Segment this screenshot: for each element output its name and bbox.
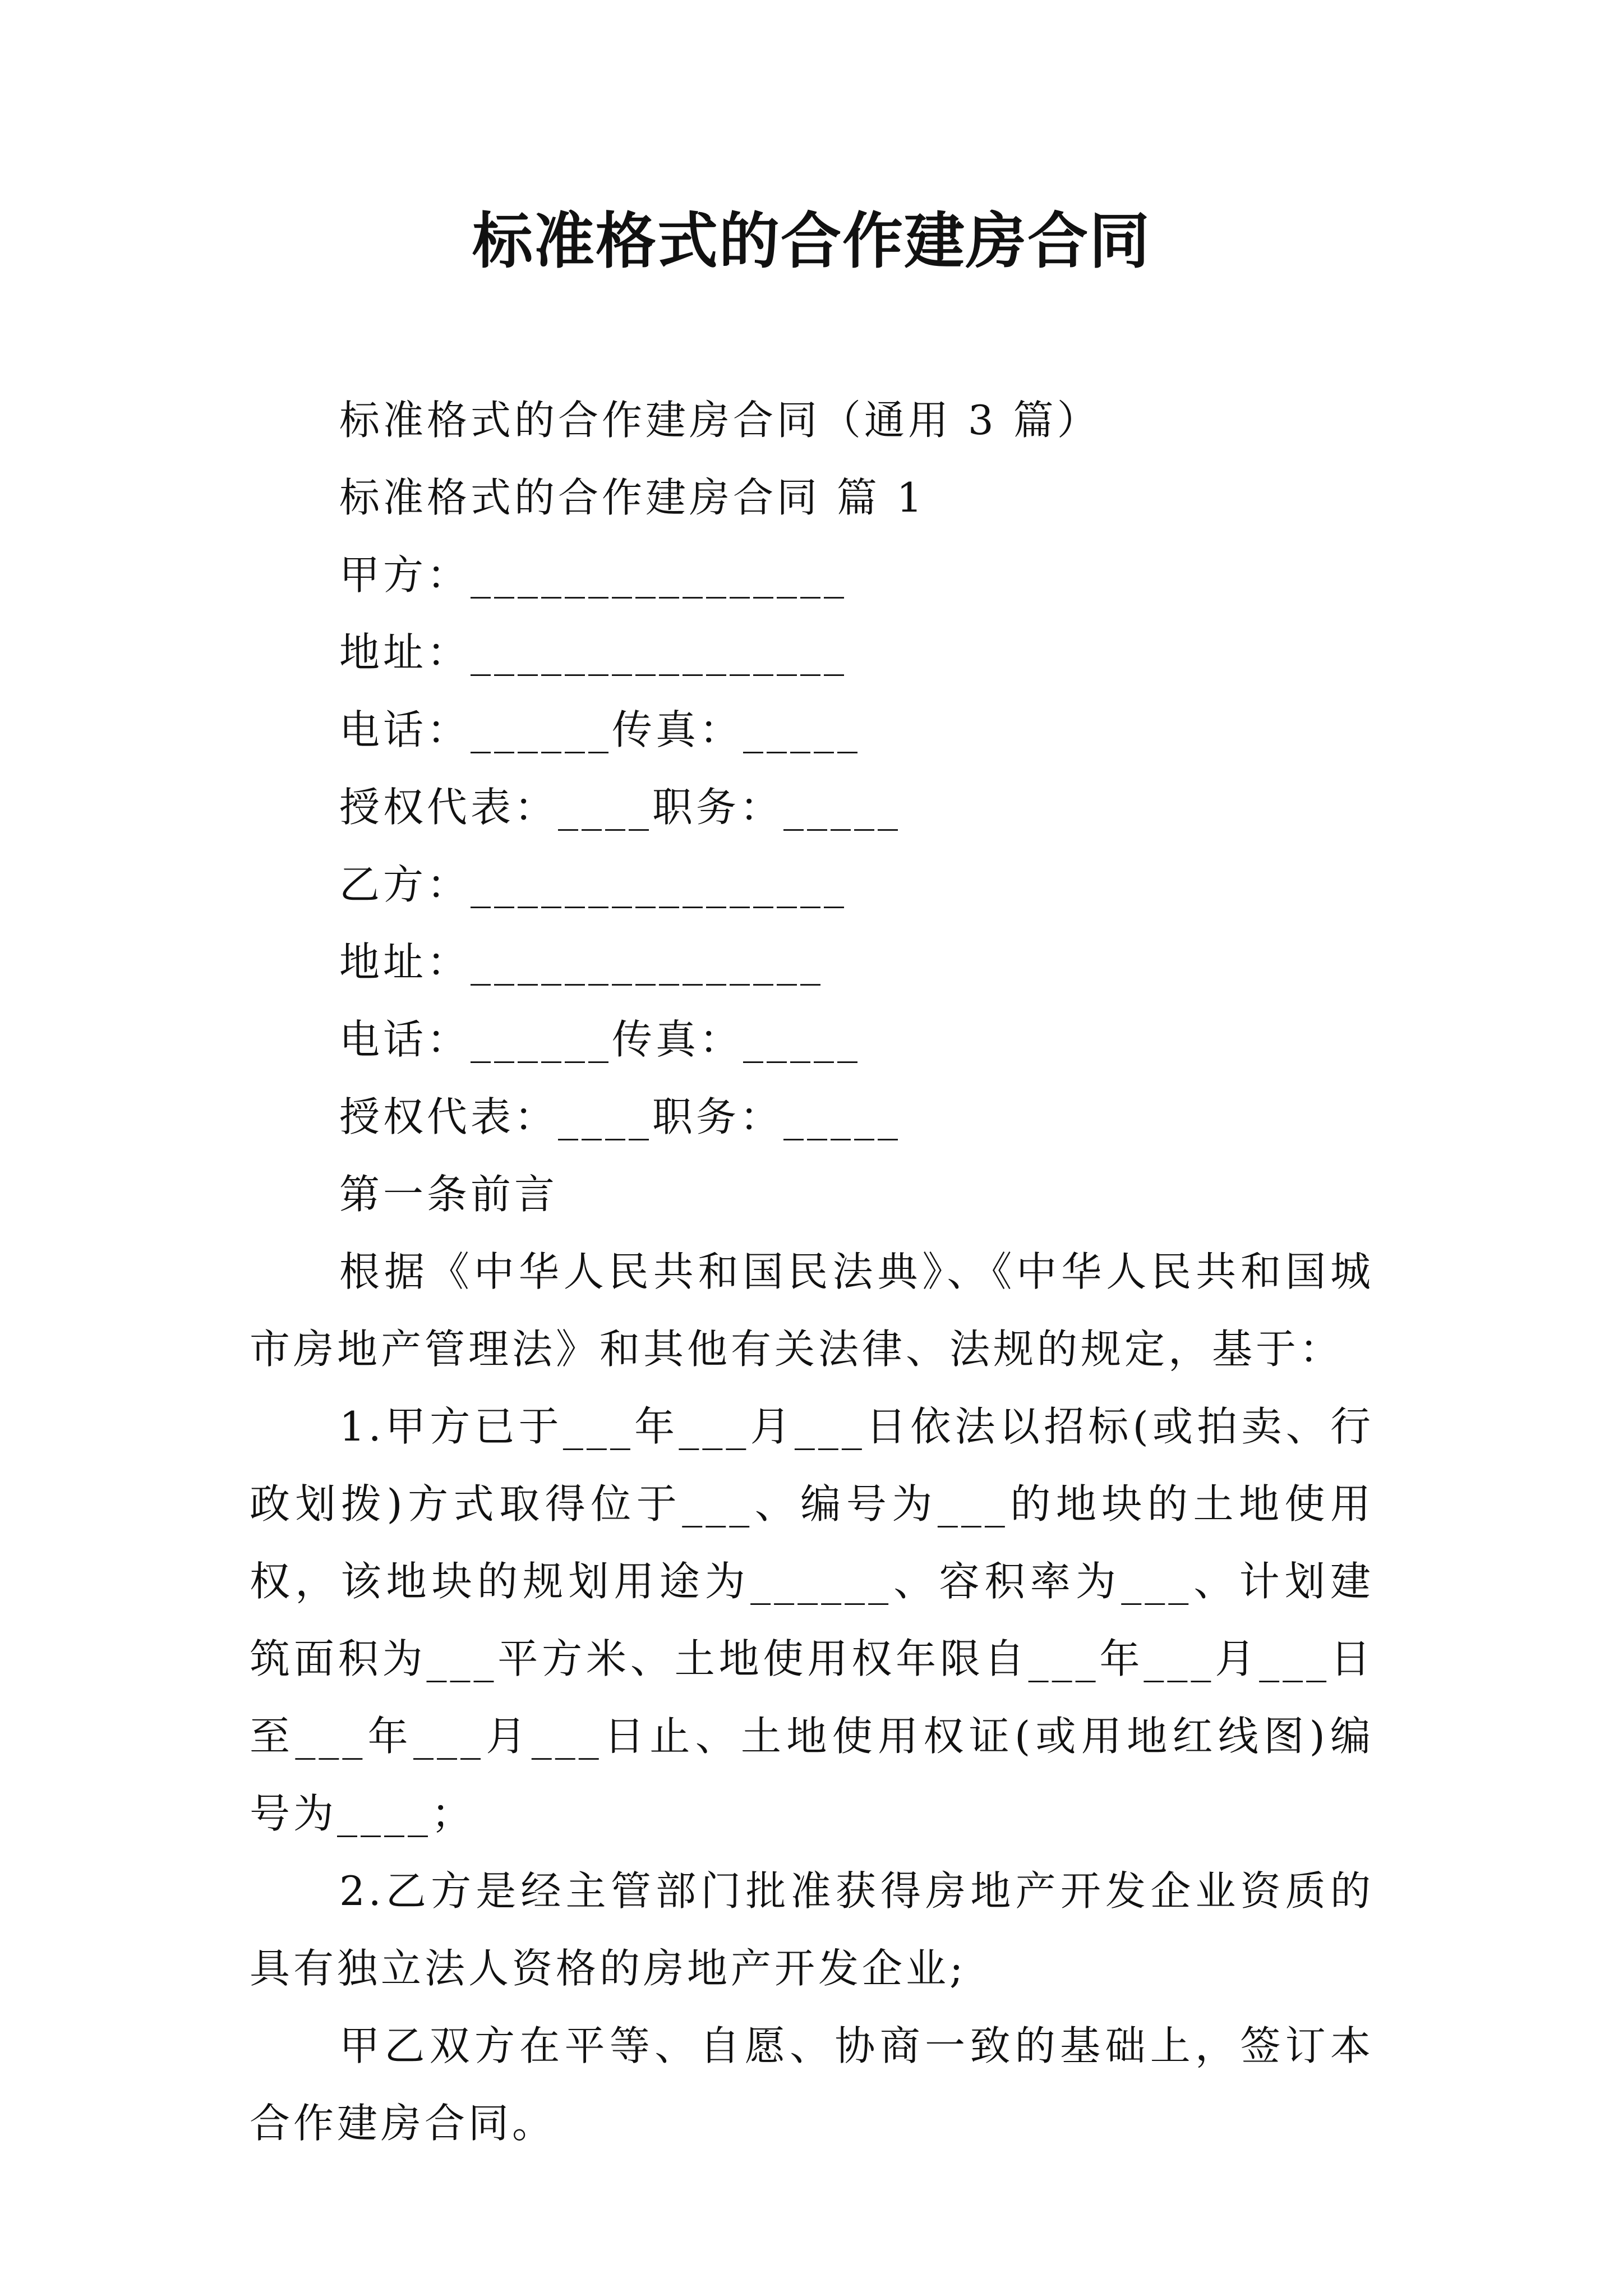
- section-heading: 标准格式的合作建房合同 篇 1: [339, 474, 926, 521]
- party-a-address: 地址：________________: [339, 629, 848, 676]
- party-b-representative: 授权代表：____职务：_____: [339, 1093, 902, 1140]
- party-b-phone-fax: 电话：______传真：_____: [339, 1016, 861, 1063]
- article-1-heading: 第一条前言: [339, 1171, 559, 1218]
- party-a-representative: 授权代表：____职务：_____: [339, 784, 902, 831]
- party-b-name: 乙方：________________: [339, 861, 848, 908]
- party-a-phone-fax: 电话：______传真：_____: [339, 706, 861, 753]
- party-b-address: 地址：_______________: [339, 938, 824, 986]
- document-subtitle: 标准格式的合作建房合同（通用 3 篇）: [339, 397, 1101, 444]
- document-body: [250, 381, 1374, 2162]
- paragraph-agreement: 甲乙双方在平等、自愿、协商一致的基础上，签订本合作建房合同。: [250, 2022, 1374, 2147]
- document-title: 标准格式的合作建房合同: [472, 206, 1151, 277]
- paragraph-legal-basis: 根据《中华人民共和国民法典》、《中华人民共和国城市房地产管理法》和其他有关法律、法规的规定，基于：: [250, 1248, 1374, 1373]
- paragraph-item-2: 2.乙方是经主管部门批准获得房地产开发企业资质的具有独立法人资格的房地产开发企业;: [250, 1867, 1374, 1992]
- party-a-name: 甲方：________________: [339, 551, 848, 599]
- paragraph-item-1: 1.甲方已于___年___月___日依法以招标(或拍卖、行政划拨)方式取得位于___、编号为___的地块的土地使用权，该地块的规划用途为______、容积率为___、计划建筑面积为___平方米、土地使用权年限自___年___月___日至___年___月___日止、土地使用权证(或用地红线图)编号为____；: [250, 1403, 1374, 1837]
